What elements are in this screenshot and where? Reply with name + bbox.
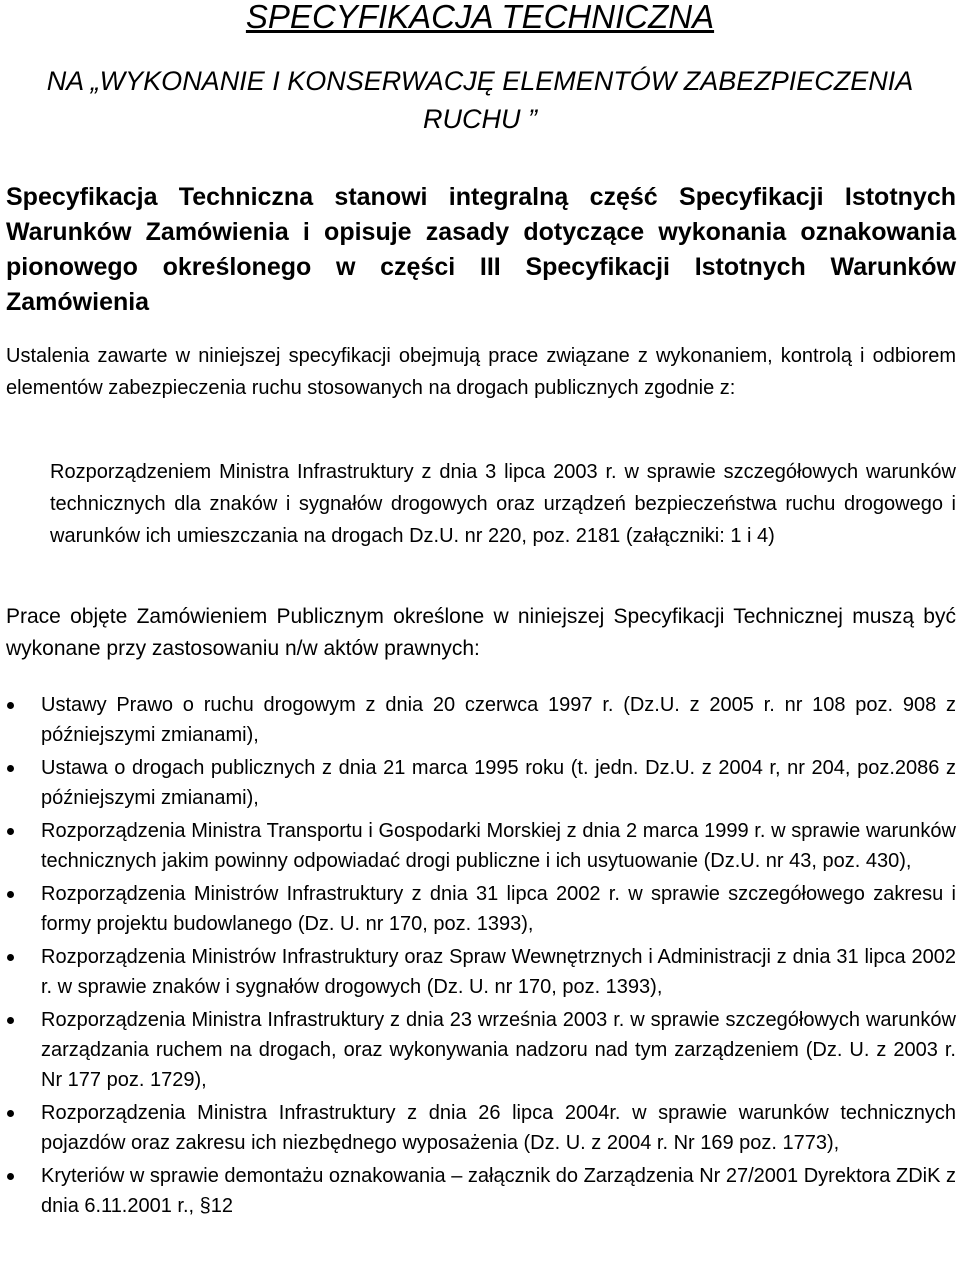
list-item-text: Ustawa o drogach publicznych z dnia 21 marca 1995 roku (t. jedn. Dz.U. z 2004 r, nr 204, poz.2086 z późniejszymi zmianami), xyxy=(41,757,956,809)
list-item-text: Rozporządzenia Ministrów Infrastruktury oraz Spraw Wewnętrznych i Administracji z dnia 31 lipca 2002 r. w sprawie znaków i sygnałów drogowych (Dz. U. nr 170, poz. 1393), xyxy=(41,946,956,998)
bullet-icon xyxy=(7,891,14,898)
list-item-text: Kryteriów w sprawie demontażu oznakowania – załącznik do Zarządzenia Nr 27/2001 Dyrektora ZDiK z dnia 6.11.2001 r., §12 xyxy=(41,1165,956,1217)
list-item-text: Rozporządzenia Ministrów Infrastruktury z dnia 31 lipca 2002 r. w sprawie szczegółowego zakresu i formy projektu budowlanego (Dz. U. nr 170, poz. 1393), xyxy=(41,883,956,935)
bullet-icon xyxy=(7,1110,14,1117)
works-paragraph: Prace objęte Zamówieniem Publicznym określone w niniejszej Specyfikacji Technicznej muszą być wykonane przy zastosowaniu n/w aktów prawnych: xyxy=(6,605,956,660)
legal-acts-list xyxy=(0,690,960,1224)
list-item-text: Rozporządzenia Ministra Infrastruktury z dnia 23 września 2003 r. w sprawie szczegółowych warunków zarządzania ruchem na drogach, oraz wykonywania nadzoru nad tym zarządzeniem (Dz. U. z 2003 r. Nr 177 poz. 1729), xyxy=(41,1009,956,1091)
list-item xyxy=(0,1005,960,1095)
document-subtitle xyxy=(0,62,960,138)
list-item-text: Rozporządzenia Ministra Transportu i Gospodarki Morskiej z dnia 2 marca 1999 r. w sprawie warunków technicznych jakim powinny odpowiadać drogi publiczne i ich usytuowanie (Dz.U. nr 43, poz. 430), xyxy=(41,820,956,872)
bullet-icon xyxy=(7,1017,14,1024)
list-item xyxy=(0,1098,960,1158)
list-item xyxy=(0,816,960,876)
list-item-text: Ustawy Prawo o ruchu drogowym z dnia 20 czerwca 1997 r. (Dz.U. z 2005 r. nr 108 poz. 908 z późniejszymi zmianami), xyxy=(41,694,956,746)
subtitle-line-2: RUCHU ” xyxy=(423,104,537,134)
bullet-icon xyxy=(7,702,14,709)
subtitle-line-1: NA „WYKONANIE I KONSERWACJĘ ELEMENTÓW ZABEZPIECZENIA xyxy=(46,66,914,96)
list-item xyxy=(0,1161,960,1221)
bullet-icon xyxy=(7,828,14,835)
list-item xyxy=(0,879,960,939)
intro-bold-paragraph: Specyfikacja Techniczna stanowi integralną część Specyfikacji Istotnych Warunków Zamówienia i opisuje zasady dotyczące wykonania oznakowania pionowego określonego w części III Specyfikacji Istotnych Warunków Zamówienia xyxy=(6,183,956,316)
scope-paragraph: Ustalenia zawarte w niniejszej specyfikacji obejmują prace związane z wykonaniem, kontrolą i odbiorem elementów zabezpieczenia ruchu stosowanych na drogach publicznych zgodnie z: xyxy=(6,345,956,399)
bullet-icon xyxy=(7,1173,14,1180)
list-item xyxy=(0,690,960,750)
bullet-icon xyxy=(7,765,14,772)
list-item xyxy=(0,942,960,1002)
bullet-icon xyxy=(7,954,14,961)
list-item-text: Rozporządzenia Ministra Infrastruktury z dnia 26 lipca 2004r. w sprawie warunków technicznych pojazdów oraz zakresu ich niezbędnego wyposażenia (Dz. U. z 2004 r. Nr 169 poz. 1773), xyxy=(41,1102,956,1154)
document-title: SPECYFIKACJA TECHNICZNA xyxy=(245,0,715,35)
regulation-paragraph: Rozporządzeniem Ministra Infrastruktury z dnia 3 lipca 2003 r. w sprawie szczegółowych warunków technicznych dla znaków i sygnałów drogowych oraz urządzeń bezpieczeństwa ruchu drogowego i warunków ich umieszczania na drogach Dz.U. nr 220, poz. 2181 (załączniki: 1 i 4) xyxy=(50,461,956,547)
list-item xyxy=(0,753,960,813)
